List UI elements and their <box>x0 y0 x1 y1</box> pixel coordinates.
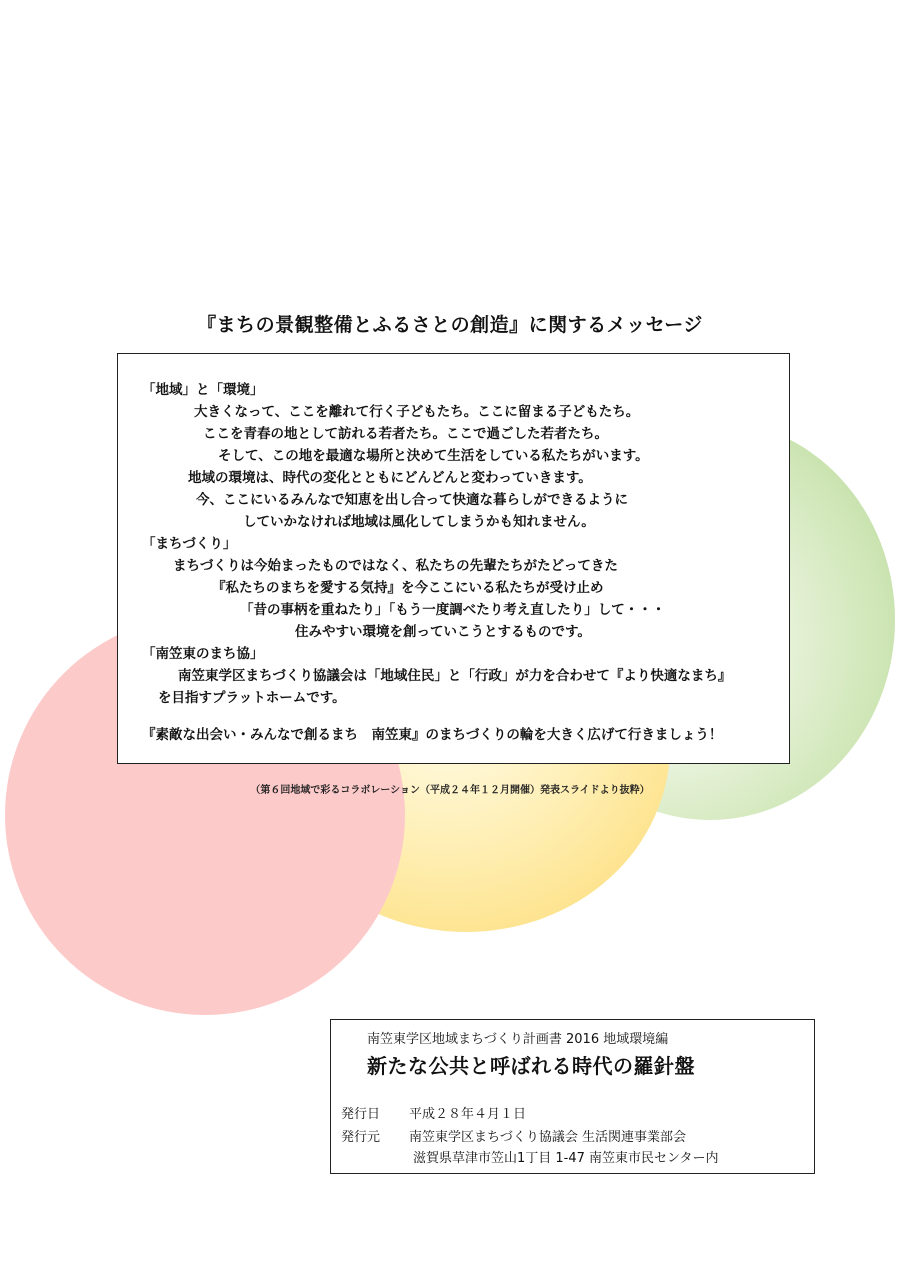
publisher-label: 発行元 <box>341 1130 381 1145</box>
message-line: まちづくりは今始まったものではなく、私たちの先輩たちがたどってきた <box>173 558 618 574</box>
message-line: 住みやすい環境を創っていこうとするものです。 <box>295 624 591 640</box>
message-line: ここを青春の地として訪れる若者たち。ここで過ごした若者たち。 <box>203 426 608 442</box>
message-line: 南笠東学区まちづくり協議会は「地域住民」と「行政」が力を合わせて『より快適なまち』 <box>178 668 732 684</box>
section-title-machizukuri: 「まちづくり」 <box>142 536 237 552</box>
publisher-value: 南笠東学区まちづくり協議会 生活関連事業部会 <box>409 1130 687 1145</box>
colophon-title: 新たな公共と呼ばれる時代の羅針盤 <box>367 1054 695 1078</box>
colophon-box <box>330 1019 815 1174</box>
page-heading: 『まちの景観整備とふるさとの創造』に関するメッセージ <box>197 314 703 336</box>
message-line: 大きくなって、ここを離れて行く子どもたち。ここに留まる子どもたち。 <box>194 404 640 420</box>
message-line: そして、この地を最適な場所と決めて生活をしている私たちがいます。 <box>218 448 649 464</box>
message-line: 「昔の事柄を重ねたり」「もう一度調べたり考え直したり」して・・・ <box>240 602 666 618</box>
issue-date-label: 発行日 <box>341 1107 381 1122</box>
message-box <box>117 353 790 764</box>
section-title-region-environment: 「地域」と「環境」 <box>142 382 264 398</box>
message-line: 今、ここにいるみんなで知恵を出し合って快適な暮らしができるように <box>196 492 628 508</box>
section-title-machikyo: 「南笠東のまち協」 <box>142 646 264 662</box>
issue-date-value: 平成２８年４月１日 <box>409 1107 527 1122</box>
source-caption: （第６回地域で彩るコラボレーション（平成２４年１２月開催）発表スライドより抜粋） <box>250 785 650 796</box>
closing-message: 『素敵な出会い・みんなで創るまち 南笠東』のまちづくりの輪を大きく広げて行きましょう！ <box>142 727 723 743</box>
message-line: 『私たちのまちを愛する気持』を今ここにいる私たちが受け止め <box>212 580 604 596</box>
message-line: していかなければ地域は風化してしまうかも知れません。 <box>243 514 595 530</box>
publisher-address: 滋賀県草津市笠山1丁目 1-47 南笠東市民センター内 <box>413 1151 719 1166</box>
message-line: を目指すプラットホームです。 <box>158 690 346 706</box>
message-line: 地域の環境は、時代の変化とともにどんどんと変わっていきます。 <box>188 470 592 486</box>
colophon-series: 南笠東学区地域まちづくり計画書 2016 地域環境編 <box>367 1032 669 1047</box>
